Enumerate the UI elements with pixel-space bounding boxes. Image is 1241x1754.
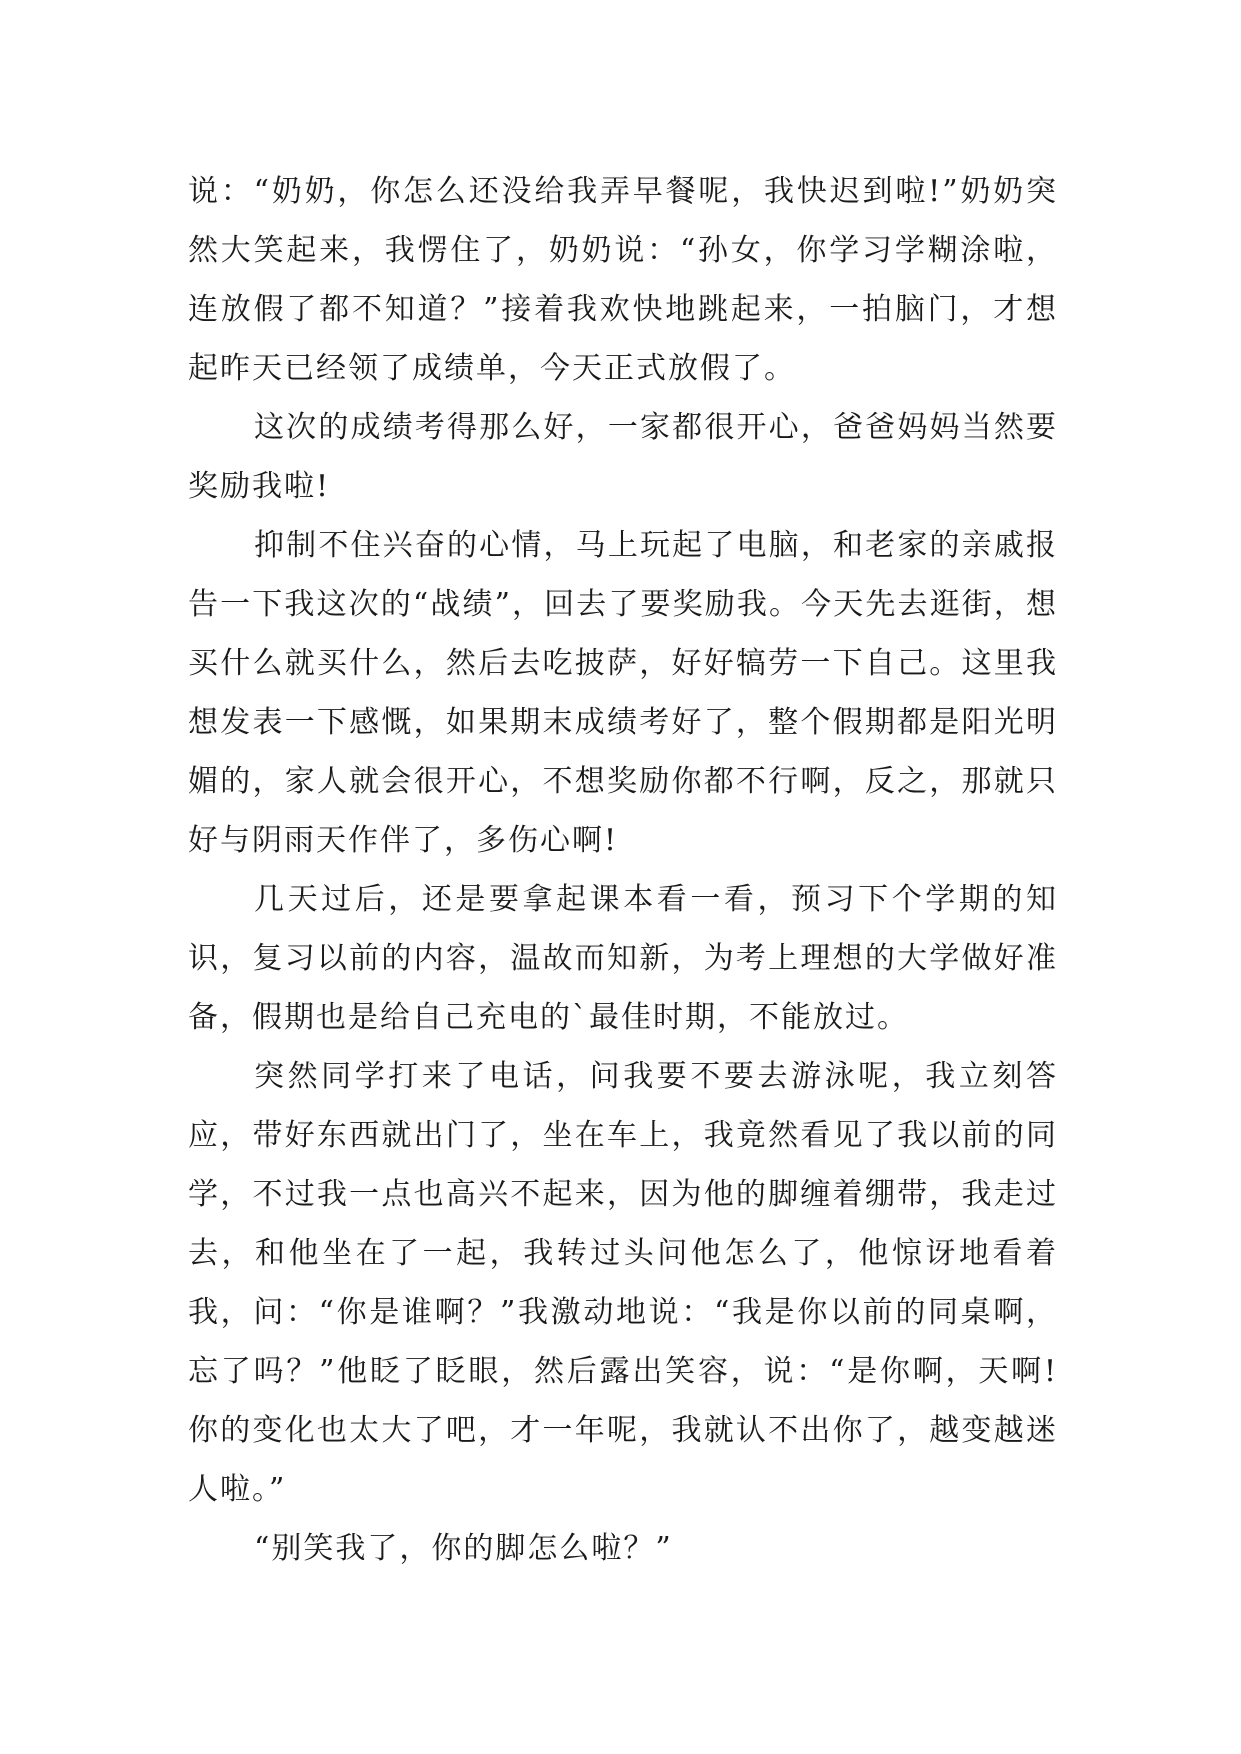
paragraph: 这次的成绩考得那么好，一家都很开心，爸爸妈妈当然要奖励我啦! [188, 410, 1058, 504]
paragraph: 突然同学打来了电话，问我要不要去游泳呢，我立刻答应，带好东西就出门了，坐在车上，我竟然看见了我以前的同学，不过我一点也高兴不起来，因为他的脚缠着绷带，我走过去，和他坐在了一起，我转过头问他怎么了，他惊讶地看着我，问：“你是谁啊？”我激动地说：“我是你以前的同桌啊，忘了吗？”他眨了眨眼，然后露出笑容，说：“是你啊，天啊!你的变化也太大了吧，才一年呢，我就认不出你了，越变越迷人啦。” [188, 1059, 1058, 1507]
paragraph: 抑制不住兴奋的心情，马上玩起了电脑，和老家的亲戚报告一下我这次的“战绩”，回去了要奖励我。今天先去逛街，想买什么就买什么，然后去吃披萨，好好犒劳一下自己。这里我想发表一下感慨，如果期末成绩考好了，整个假期都是阳光明媚的，家人就会很开心，不想奖励你都不行啊，反之，那就只好与阴雨天作伴了，多伤心啊! [188, 528, 1058, 858]
paragraph-continued: 说：“奶奶，你怎么还没给我弄早餐呢，我快迟到啦!”奶奶突然大笑起来，我愣住了，奶奶说：“孙女，你学习学糊涂啦，连放假了都不知道？”接着我欢快地跳起来，一拍脑门，才想起昨天已经领了成绩单，今天正式放假了。 [188, 174, 1058, 386]
document-body [188, 162, 1058, 1578]
paragraph: 几天过后，还是要拿起课本看一看，预习下个学期的知识，复习以前的内容，温故而知新，为考上理想的大学做好准备，假期也是给自己充电的`最佳时期，不能放过。 [188, 882, 1058, 1035]
paragraph: “别笑我了，你的脚怎么啦？” [254, 1531, 673, 1566]
